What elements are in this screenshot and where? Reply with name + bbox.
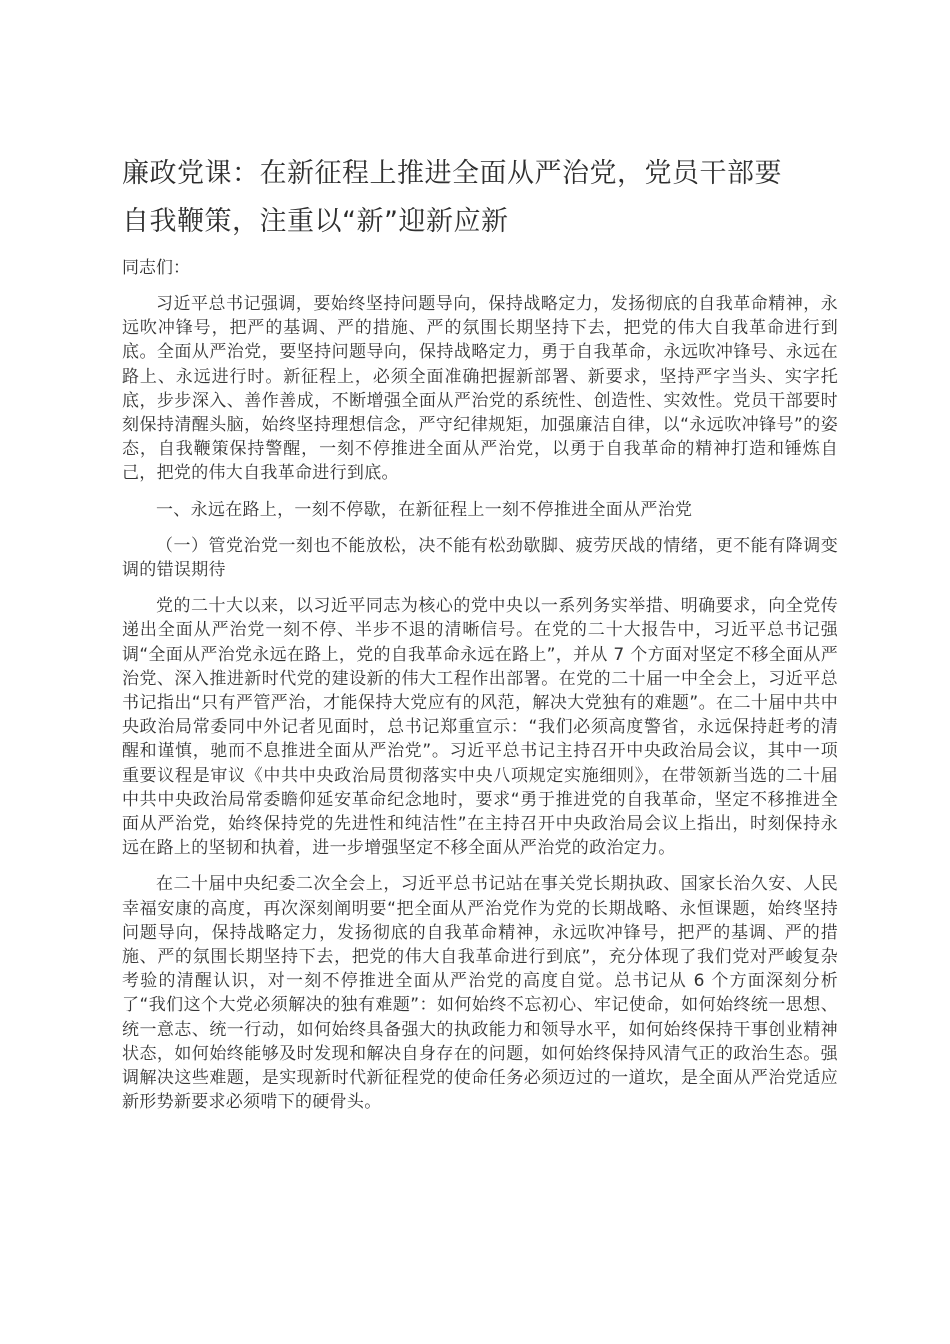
title-line-2: 自我鞭策，注重以“新”迎新应新 [122, 206, 509, 237]
body-paragraph-3: 在二十届中央纪委二次全会上，习近平总书记站在事关党长期执政、国家长治久安、人民幸福安康的高度，再次深刻阐明要“把全面从严治党作为党的长期战略、永恒课题，始终坚持问题导向，保持战略定力，发扬彻底的自我革命精神，永远吹冲锋号，把严的基调、严的措施、严的氛围长期坚持下去，把党的伟大自我革命进行到底”，充分体现了我们党对严峻复杂考验的清醒认识，对一刻不停推进全面从严治党的高度自觉。总书记从 6 个方面深刻分析了“我们这个大党必须解决的独有难题”：如何始终不忘初心、牢记使命，如何始终统一思想、统一意志、统一行动，如何始终具备强大的执政能力和领导水平，如何始终保持干事创业精神状态，如何始终能够及时发现和解决自身存在的问题，如何始终保持风清气正的政治生态。强调解决这些难题，是实现新时代新征程党的使命任务必须迈过的一道坎，是全面从严治党适应新形势新要求必须啃下的硬骨头。 [122, 874, 838, 1113]
salutation: 同志们： [122, 258, 190, 278]
body-paragraph-2: 党的二十大以来，以习近平同志为核心的党中央以一系列务实举措、明确要求，向全党传递出全面从严治党一刻不停、半步不退的清晰信号。在党的二十大报告中，习近平总书记强调“全面从严治党永远在路上，党的自我革命永远在路上”，并从 7 个方面对坚定不移全面从严治党、深入推进新时代党的建设新的伟大工程作出部署。在党的二十届一中全会上，习近平总书记指出“只有严管严治，才能保持大党应有的风范，解决大党独有的难题”。在二十届中共中央政治局常委同中外记者见面时，总书记郑重宣示：“我们必须高度警省，永远保持赶考的清醒和谨慎，驰而不息推进全面从严治党”。习近平总书记主持召开中央政治局会议，其中一项重要议程是审议《中共中央政治局贯彻落实中央八项规定实施细则》，在带领新当选的二十届中共中央政治局常委瞻仰延安革命纪念地时，要求“勇于推进党的自我革命，坚定不移推进全面从严治党，始终保持党的先进性和纯洁性”在主持召开中央政治局会议上指出，时刻保持永远在路上的坚韧和执着，进一步增强坚定不移全面从严治党的政治定力。 [122, 596, 838, 859]
document-title [122, 150, 838, 246]
title-line-1: 廉政党课：在新征程上推进全面从严治党，党员干部要 [122, 158, 782, 189]
subsection-heading-1: （一）管党治党一刻也不能放松，决不能有松劲歇脚、疲劳厌战的情绪，更不能有降调变调的错误期待 [122, 535, 838, 581]
section-heading-1: 一、永远在路上，一刻不停歇，在新征程上一刻不停推进全面从严治党 [156, 499, 693, 520]
intro-paragraph: 习近平总书记强调，要始终坚持问题导向，保持战略定力，发扬彻底的自我革命精神，永远吹冲锋号，把严的基调、严的措施、严的氛围长期坚持下去，把党的伟大自我革命进行到底。全面从严治党，要坚持问题导向，保持战略定力，勇于自我革命，永远吹冲锋号、永远在路上、永远进行时。新征程上，必须全面准确把握新部署、新要求，坚持严字当头、实字托底，步步深入、善作善成，不断增强全面从严治党的系统性、创造性、实效性。党员干部要时刻保持清醒头脑，始终坚持理想信念，严守纪律规矩，加强廉洁自律，以“永远吹冲锋号”的姿态，自我鞭策保持警醒，一刻不停推进全面从严治党，以勇于自我革命的精神打造和锤炼自己，把党的伟大自我革命进行到底。 [122, 294, 838, 484]
document-page [122, 150, 838, 1127]
